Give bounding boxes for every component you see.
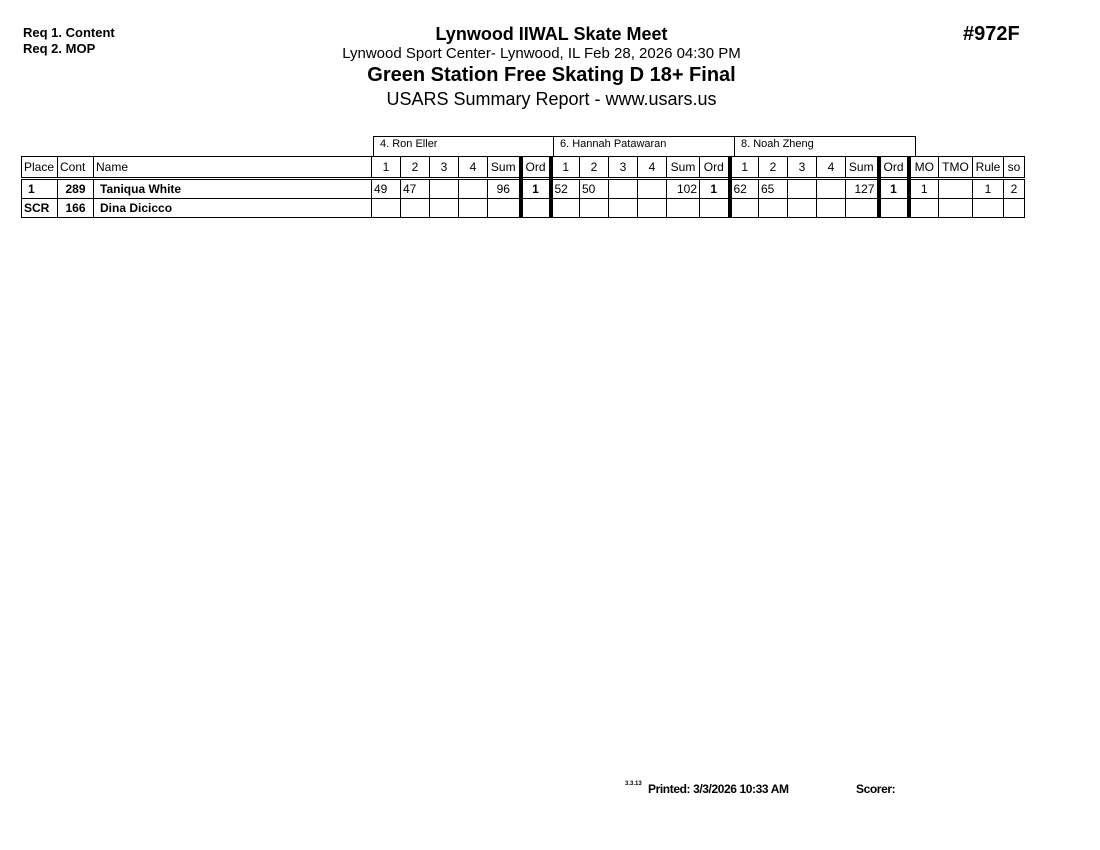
col-name: Name [94,157,372,179]
cont: 166 [58,199,94,218]
requirement-2: Req 2. MOP [23,41,96,56]
j1-score-1 [372,199,401,218]
event-title: Green Station Free Skating D 18+ Final [367,64,736,86]
event-code: #972F [963,23,1020,45]
skater-name: Taniqua White [94,179,372,199]
j2-ord [700,199,730,218]
place: SCR [22,199,58,218]
tmo [939,199,973,218]
cont: 289 [58,179,94,199]
j3-col-4: 4 [817,157,846,179]
rule: 1 [973,179,1004,199]
j3-score-4 [817,179,846,199]
so: 2 [1004,179,1025,199]
j3-col-sum: Sum [846,157,879,179]
j3-sum [846,199,879,218]
j1-score-3 [430,199,459,218]
requirement-1: Req 1. Content [23,25,115,40]
j3-score-1 [730,199,759,218]
venue-line: Lynwood Sport Center- Lynwood, IL Feb 28, 2026 04:30 PM [342,45,741,62]
j3-score-2: 65 [759,179,788,199]
version-number: 3.3.13 [625,781,642,787]
j2-col-2: 2 [580,157,609,179]
j1-score-2 [401,199,430,218]
j3-col-ord: Ord [879,157,909,179]
col-cont: Cont [58,157,94,179]
j2-col-ord: Ord [700,157,730,179]
j2-score-1 [551,199,580,218]
col-place: Place [22,157,58,179]
j3-sum: 127 [846,179,879,199]
scorer-label: Scorer: [856,782,896,796]
j1-score-1: 49 [372,179,401,199]
j3-col-1: 1 [730,157,759,179]
j1-col-4: 4 [459,157,488,179]
j2-col-4: 4 [638,157,667,179]
tmo [939,179,973,199]
j1-score-4 [459,179,488,199]
j2-sum: 102 [667,179,700,199]
j1-col-sum: Sum [488,157,521,179]
j1-score-2: 47 [401,179,430,199]
j3-score-4 [817,199,846,218]
table-row [22,199,1025,218]
col-so: so [1004,157,1025,179]
skater-name: Dina Dicicco [94,199,372,218]
j2-sum [667,199,700,218]
j3-score-2 [759,199,788,218]
j3-score-1: 62 [730,179,759,199]
j2-ord: 1 [700,179,730,199]
place: 1 [22,179,58,199]
j1-col-1: 1 [372,157,401,179]
j1-col-2: 2 [401,157,430,179]
j2-col-3: 3 [609,157,638,179]
mo [909,199,939,218]
col-tmo: TMO [939,157,973,179]
header-row [22,157,1025,179]
j1-ord [521,199,551,218]
judge-header-1: 4. Ron Eller [373,136,554,156]
j3-score-3 [788,179,817,199]
j3-ord: 1 [879,179,909,199]
j3-col-2: 2 [759,157,788,179]
j2-score-2 [580,199,609,218]
results-table [21,156,1025,218]
j1-score-3 [430,179,459,199]
j3-ord [879,199,909,218]
j1-ord: 1 [521,179,551,199]
j1-col-ord: Ord [521,157,551,179]
judge-header-2: 6. Hannah Patawaran [553,136,735,156]
j2-score-1: 52 [551,179,580,199]
j2-score-3 [609,199,638,218]
j1-score-4 [459,199,488,218]
j1-sum [488,199,521,218]
mo: 1 [909,179,939,199]
printed-timestamp: Printed: 3/3/2026 10:33 AM [648,782,789,796]
j3-score-3 [788,199,817,218]
col-rule: Rule [973,157,1004,179]
j2-score-2: 50 [580,179,609,199]
j2-col-sum: Sum [667,157,700,179]
j1-col-3: 3 [430,157,459,179]
j2-score-3 [609,179,638,199]
rule [973,199,1004,218]
judge-header-3: 8. Noah Zheng [734,136,916,156]
j2-score-4 [638,199,667,218]
meet-title: Lynwood IIWAL Skate Meet [435,24,668,44]
table-row [22,179,1025,199]
j1-sum: 96 [488,179,521,199]
report-title: USARS Summary Report - www.usars.us [386,89,717,109]
j2-score-4 [638,179,667,199]
j2-col-1: 1 [551,157,580,179]
so [1004,199,1025,218]
col-mo: MO [909,157,939,179]
j3-col-3: 3 [788,157,817,179]
